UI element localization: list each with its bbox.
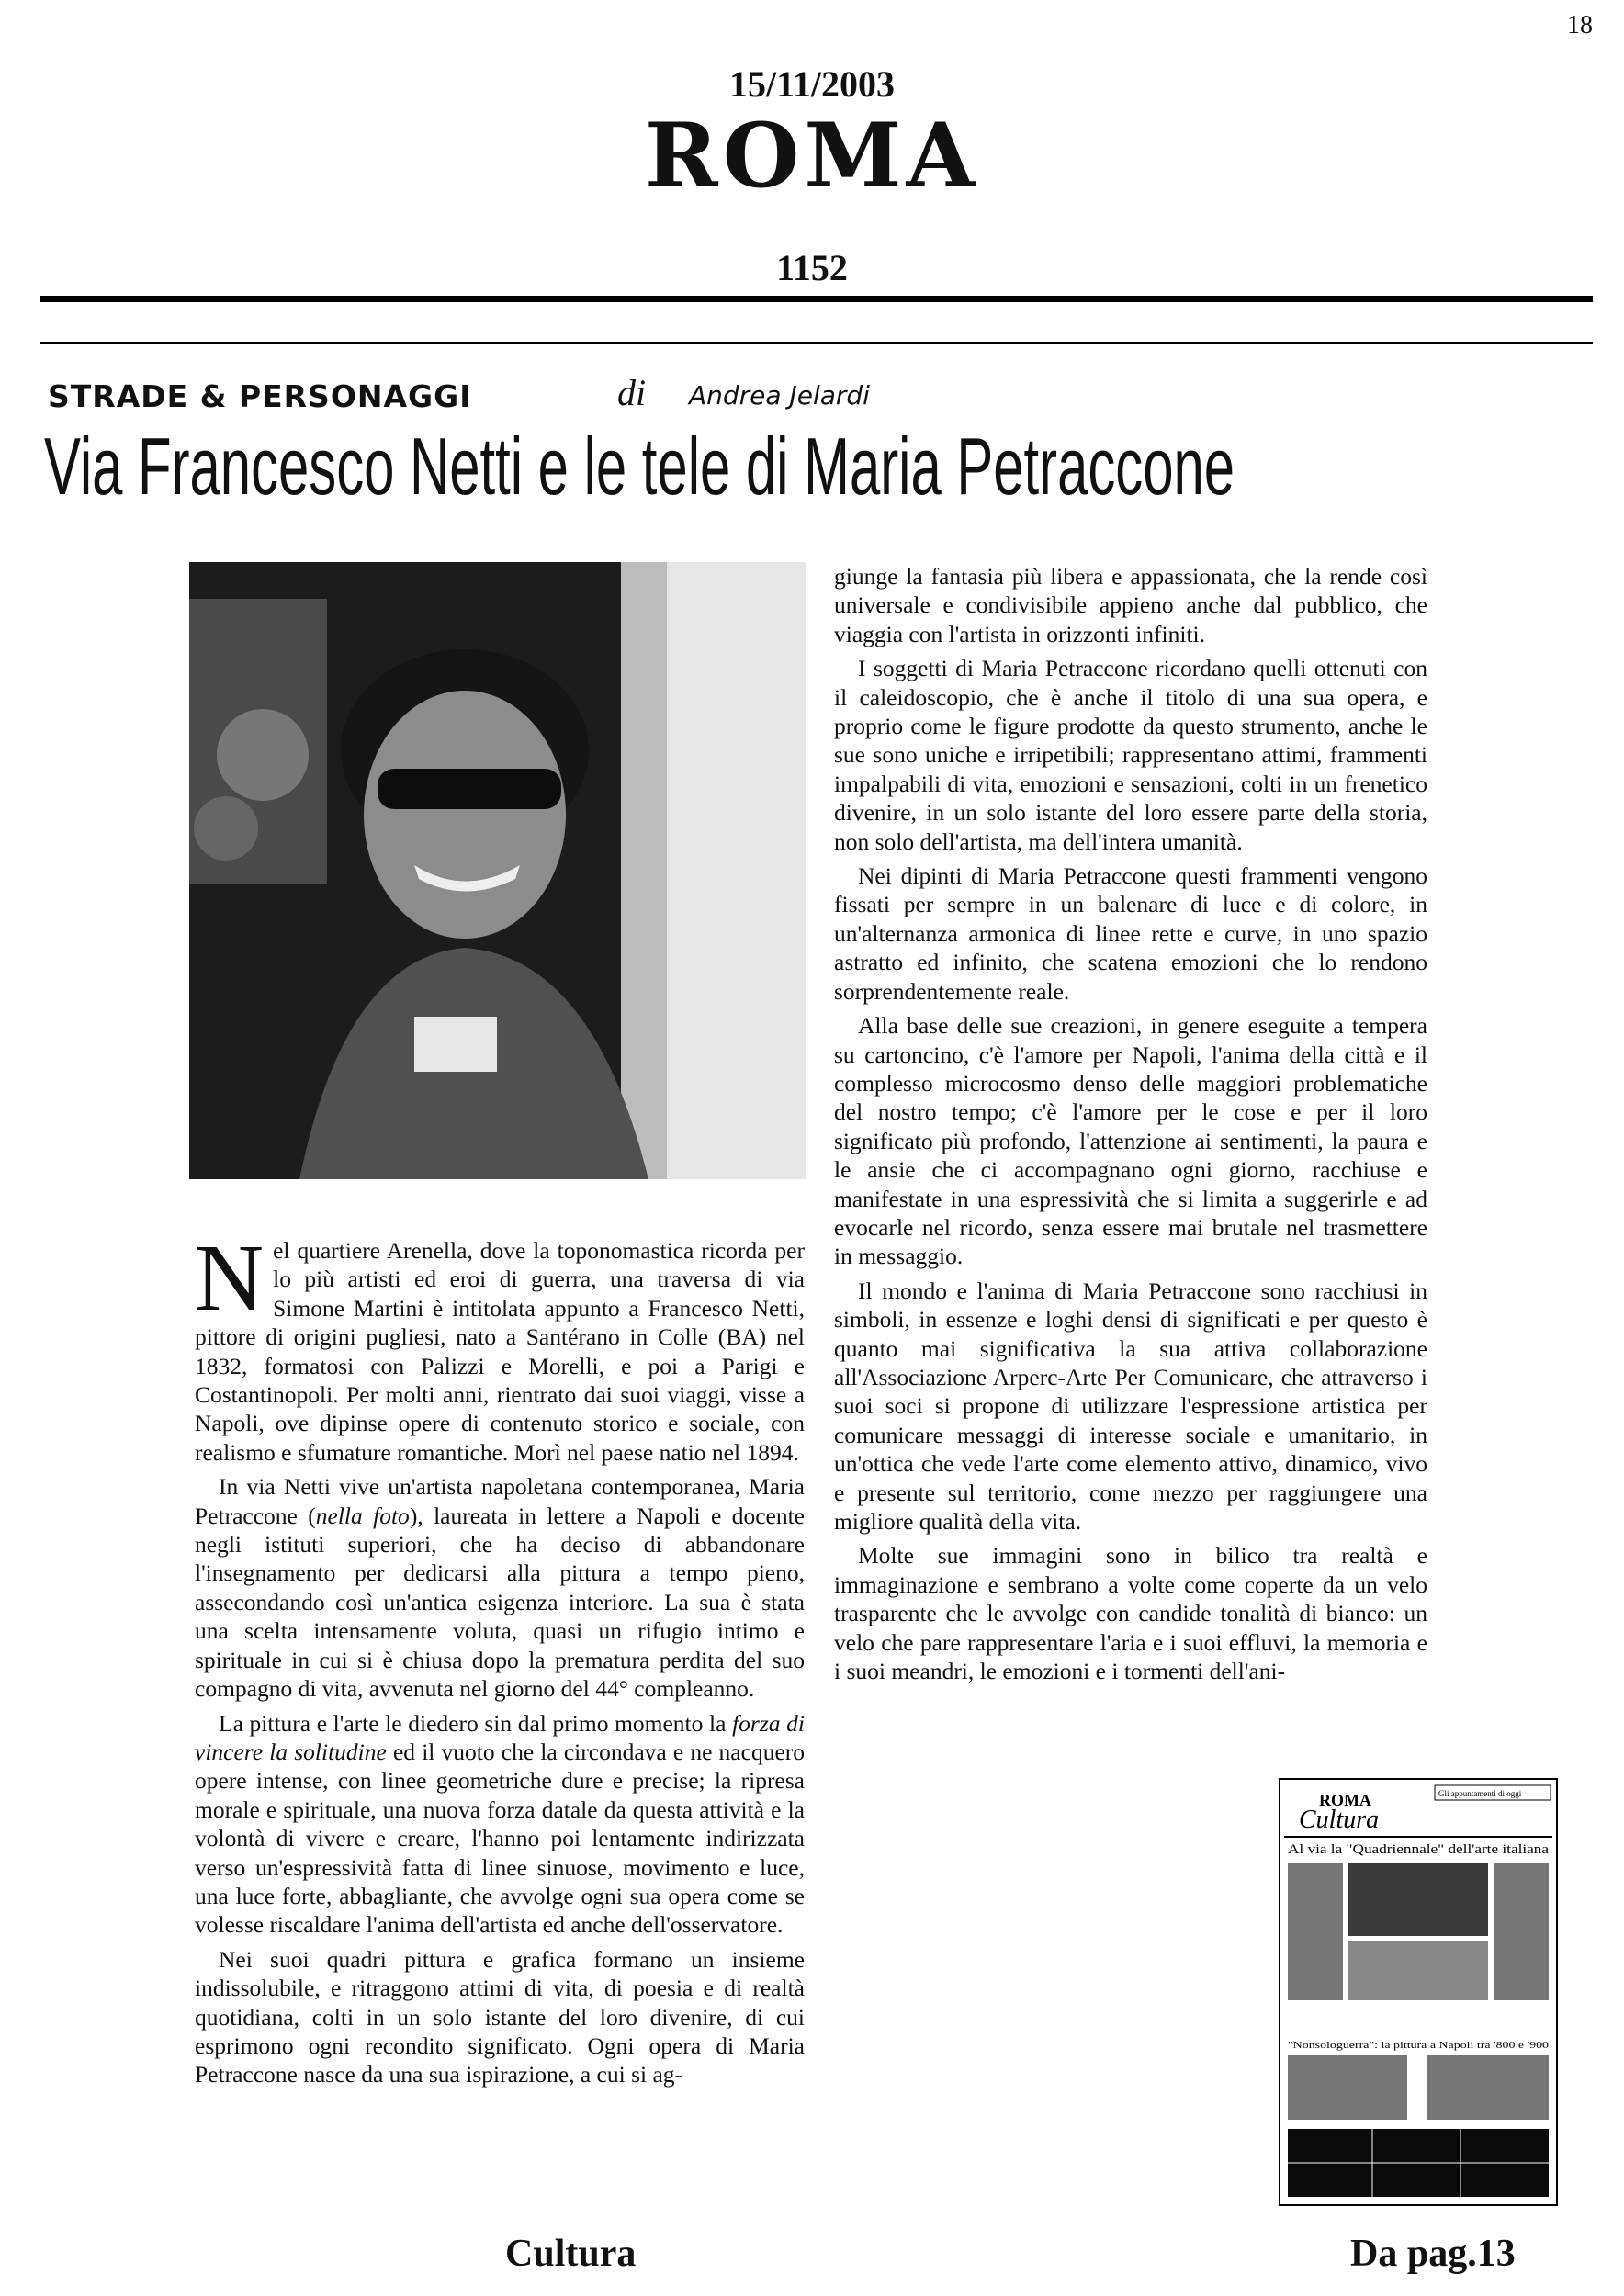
paragraph-text: el quartiere Arenella, dove la toponomastica ricorda per lo più artisti ed eroi di guerra, una traversa di via Simone Martini è intitolata appunto a Francesco Netti, pittore di origini pugliesi, nato a Santérano in Colle (BA) nel 1832, formatosi con Palizzi e Morelli, e poi a Parigi e Costantinopoli. Per molti anni, rientrato dai suoi viaggi, visse a Napoli, ove dipinse opere di contenuto storico e sociale, con realismo e sfumature romantiche. Morì nel paese natio nel 1894.	[195, 1237, 805, 1466]
paragraph: I soggetti di Maria Petraccone ricordano quelli ottenuti con il caleidoscopio, che è anche il titolo di una sua opera, e proprio come le figure prodotte da questo strumento, anche le sue sono uniche e irripetibili; rappresentano attimi, frammenti impalpabili di vita, emozioni e sensazioni, colti in un frenetico divenire, in un solo istante del loro essere parte della storia, non solo dell'artista, ma dell'intera umanità.	[834, 655, 1427, 855]
paragraph: Il mondo e l'anima di Maria Petraccone sono racchiusi in simboli, in essenze e loghi densi di significati e per questo è quanto mai significativa la sua attiva collaborazione all'Associazione Arperc-Arte Per Comunicare, che attraverso i suoi soci si propone di utilizzare l'espressione artistica per comunicare messaggi di interesse sociale e umanitario, in un'ottica che vede l'arte come elemento attivo, dinamico, vivo e presente sul territorio, come mezzo per raggiungere una migliore qualità della vita.	[834, 1277, 1427, 1535]
paragraph	[195, 1709, 805, 1940]
page-number: 18	[1567, 11, 1593, 39]
newspaper-name: ROMA	[644, 104, 980, 208]
article-headline: Via Francesco Netti e le tele di Maria Petraccone	[44, 421, 1235, 512]
byline-author: Andrea Jelardi	[689, 380, 870, 411]
thumbnail-headline: Al via la "Quadriennale" dell'arte italiana	[1288, 1842, 1550, 1857]
paragraph: Nei suoi quadri pittura e grafica formano un insieme indissolubile, e ritraggono attimi di vita, di poesia e di realtà quotidiana, colti in un solo istante del loro divenire, di cui esprimono ogni recondito significato. Ogni opera di Maria Petraccone nasce da una sua ispirazione, a cui si ag-	[195, 1945, 805, 2088]
drop-cap: N	[195, 1225, 265, 1331]
thumbnail-corner-label: Gli appuntamenti di oggi	[1438, 1789, 1522, 1798]
paragraph-text: In via Netti vive un'artista napoletana contemporanea, Maria Petraccone (	[195, 1473, 805, 1529]
section-rubric: STRADE & PERSONAGGI	[48, 378, 472, 414]
issue-number: 1152	[776, 247, 848, 288]
emphasis-text: nella foto	[315, 1502, 410, 1529]
byline-prefix: di	[617, 372, 647, 413]
paragraph-text: ), laureata in lettere a Napoli e docente negli istituti superiori, che ha deciso di abbandonare l'insegnamento per dedicarsi alla pittura a tempo pieno, assecondando così un'antica esigenza interiore. La sua è stata una scelta intensamente voluta, quasi un rifugio intimo e spirituale in cui si è chiusa dopo la prematura perdita del suo compagno di vita, avvenuta nel giorno del 44° compleanno.	[195, 1502, 805, 1703]
section-rule	[40, 342, 1593, 344]
clipping-date: 15/11/2003	[728, 63, 896, 105]
portrait-photo	[189, 562, 806, 1179]
article-column-left	[195, 1225, 805, 2095]
footer-section-label: Cultura	[505, 2233, 637, 2275]
paragraph	[195, 1472, 805, 1703]
article-column-right	[834, 562, 1427, 1691]
footer-source-page: Da pag.13	[1350, 2233, 1516, 2275]
paragraph: Nei dipinti di Maria Petraccone questi frammenti vengono fissati per sempre in un balenare di luce e di colore, in un'alternanza armonica di linee rette e curve, in uno spazio astratto ed infinito, che scatena emozioni che lo rendono sorprendentemente reale.	[834, 862, 1427, 1005]
masthead-rule	[40, 296, 1593, 302]
thumbnail-paper-name: ROMA	[1319, 1791, 1371, 1809]
source-page-thumbnail	[1279, 1778, 1558, 2206]
thumbnail-subhead: "Nonsologuerra": la pittura a Napoli tra '800 e '900	[1288, 2041, 1549, 2051]
paragraph: Alla base delle sue creazioni, in genere eseguite a tempera su cartoncino, c'è l'amore per Napoli, l'anima della città e il complesso microcosmo denso delle maggiori problematiche del nostro tempo; c'è l'amore per le cose e per il loro significato più profondo, l'attenzione ai sentimenti, la paura e le ansie che ci accompagnano ogni giorno, racchiuse e manifestate in una espressività che si limita a suggerirle e ad evocarle nel ricordo, senza essere mai brutale nel trasmettere in messaggio.	[834, 1012, 1427, 1270]
paragraph	[195, 1225, 805, 1467]
emphasis-text: forza di vincere la solitudine	[195, 1709, 805, 1765]
paragraph: giunge la fantasia più libera e appassionata, che la rende così universale e condivisibile appieno anche dal pubblico, che viaggia con l'artista in orizzonti infiniti.	[834, 563, 1427, 647]
paragraph-text: ed il vuoto che la circondava e ne nacquero opere intense, con linee geometriche dure e precise; la ripresa morale e spirituale, una nuova forza datale da questa attività e la volontà di vivere e creare, l'hanno poi lentamente indirizzata verso un'espressività fatta di linee sinuose, movimento e luce, una luce forte, abbagliante, che avvolge ogni sua opera come se volesse riscaldare l'anima dell'artista ed anche dell'osservatore.	[195, 1738, 805, 1939]
thumbnail-section-name: Cultura	[1299, 1806, 1380, 1834]
paragraph: Molte sue immagini sono in bilico tra realtà e immaginazione e sembrano a volte come coperte da un velo trasparente che le avvolge con candide tonalità di bianco: un velo che pare rappresentare l'aria e i suoi effluvi, la memoria e i suoi meandri, le emozioni e i tormenti dell'ani-	[834, 1542, 1427, 1685]
paragraph-text: La pittura e l'arte le diedero sin dal primo momento la	[219, 1709, 733, 1737]
